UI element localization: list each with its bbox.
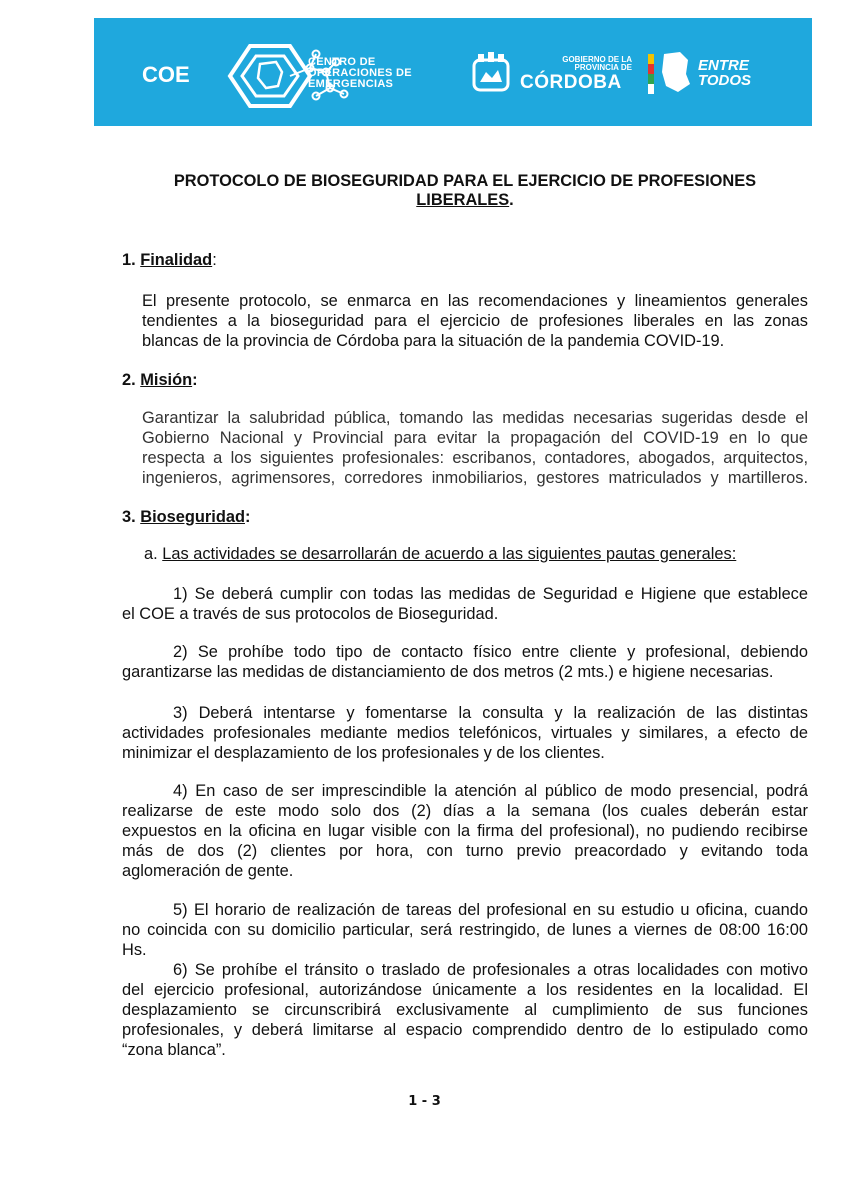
section-1-paragraph xyxy=(142,291,808,351)
paragraph-line: realizarse de este modo solo dos (2) días a la semana (los cuales deberán estar xyxy=(122,802,808,820)
paragraph-line: actividades profesionales mediante medios telefónicos, virtuales y similares, a efecto de xyxy=(122,724,808,742)
paragraph-line: 2) Se prohíbe todo tipo de contacto físico entre cliente y profesional, debiendo xyxy=(173,643,808,661)
section-number: 3. xyxy=(122,508,136,526)
paragraph-line: Hs. xyxy=(122,941,147,959)
paragraph-line: Gobierno Nacional y Provincial para evitar la propagación del COVID-19 en lo que xyxy=(142,429,808,447)
item-6 xyxy=(122,960,808,1060)
subsection-prefix: a. xyxy=(144,545,158,563)
section-colon: : xyxy=(192,371,198,389)
paragraph-line: no coincida con su domicilio particular, será restringido, de lunes a viernes de 08:00 16:00 xyxy=(122,921,808,939)
paragraph-line: 6) Se prohíbe el tránsito o traslado de profesionales a otras localidades con motivo xyxy=(173,961,808,979)
section-2-heading xyxy=(122,371,198,390)
title-underlined-word: LIBERALES xyxy=(416,191,510,209)
province-map-icon xyxy=(658,50,692,94)
stripe-icon xyxy=(648,54,654,94)
coe-name-line: OPERACIONES DE xyxy=(308,67,412,79)
paragraph-line: tendientes a la bioseguridad para el ejercicio de profesiones liberales en las zonas xyxy=(142,312,808,330)
paragraph-line: garantizarse las medidas de distanciamiento de dos metros (2 mts.) e higiene necesarias. xyxy=(122,663,774,681)
item-5 xyxy=(122,900,808,960)
paragraph-line: más de dos (2) clientes por hora, con turno previo preacordado y evitando toda xyxy=(122,842,808,860)
section-title: Misión xyxy=(140,371,193,389)
coe-logo-text: COE xyxy=(142,62,190,87)
section-number: 2. xyxy=(122,371,136,389)
subsection-a xyxy=(144,544,736,564)
entre-line: TODOS xyxy=(698,72,752,89)
gobierno-cordoba-logo xyxy=(468,50,798,100)
paragraph-line: blancas de la provincia de Córdoba para la situación de la pandemia COVID-19. xyxy=(142,332,725,350)
paragraph-line: el COE a través de sus protocolos de Bioseguridad. xyxy=(122,605,499,623)
paragraph-line: minimizar el desplazamiento de los profesionales y de los clientes. xyxy=(122,744,605,762)
title-period: . xyxy=(509,191,514,209)
item-2 xyxy=(122,642,808,682)
title-line-1: PROTOCOLO DE BIOSEGURIDAD PARA EL EJERCICIO DE PROFESIONES xyxy=(173,172,757,190)
gobierno-small-text xyxy=(522,56,632,72)
item-1 xyxy=(122,584,808,624)
section-title: Bioseguridad xyxy=(140,508,245,526)
entre-todos-logo xyxy=(698,58,751,88)
provincial-shield-icon xyxy=(468,52,514,96)
paragraph-line: profesionales, y deberá limitarse al espacio comprendido dentro de lo estipulado como xyxy=(122,1021,808,1039)
paragraph-line: Garantizar la salubridad pública, tomando las medidas necesarias sugeridas desde el xyxy=(142,409,808,427)
coe-name-line: CENTRO DE xyxy=(308,56,376,68)
section-2-paragraph xyxy=(142,408,808,488)
coe-name xyxy=(308,57,412,90)
paragraph-line: respecta a los siguientes profesionales: escribanos, contadores, abogados, arquitectos, xyxy=(142,449,808,467)
section-3-heading xyxy=(122,508,250,527)
paragraph-line: 5) El horario de realización de tareas del profesional en su estudio u oficina, cuando xyxy=(173,901,808,919)
document-title xyxy=(120,172,810,210)
coe-name-line: EMERGENCIAS xyxy=(308,78,394,90)
paragraph-line: 1) Se deberá cumplir con todas las medidas de Seguridad e Higiene que establece xyxy=(173,585,808,603)
page-number: 1 - 3 xyxy=(408,1094,441,1109)
item-3 xyxy=(122,703,808,763)
gobierno-line: GOBIERNO DE LA xyxy=(562,55,632,64)
paragraph-line: del ejercicio profesional, autorizándose únicamente a los residentes en la localidad. El xyxy=(122,981,808,999)
paragraph-line: 4) En caso de ser imprescindible la atención al público de modo presencial, podrá xyxy=(173,782,808,800)
cordoba-name: CÓRDOBA xyxy=(520,72,622,93)
section-colon: : xyxy=(244,508,251,526)
paragraph-line: El presente protocolo, se enmarca en las recomendaciones y lineamientos generales xyxy=(142,292,808,310)
section-1-heading xyxy=(122,251,217,270)
gobierno-line: PROVINCIA DE xyxy=(574,63,632,72)
section-title: Finalidad xyxy=(140,251,213,269)
section-colon: : xyxy=(212,251,217,269)
paragraph-line: 3) Deberá intentarse y fomentarse la consulta y la realización de las distintas xyxy=(173,704,808,722)
header-banner xyxy=(94,18,812,126)
item-4 xyxy=(122,781,808,881)
paragraph-line: expuestos en la oficina en lugar visible con la firma del profesional), no pudiendo recibirse xyxy=(122,822,808,840)
section-number: 1. xyxy=(122,251,136,269)
title-line-2 xyxy=(120,191,810,210)
paragraph-line: aglomeración de gente. xyxy=(122,862,294,880)
paragraph-line: “zona blanca”. xyxy=(122,1041,226,1059)
subsection-text: Las actividades se desarrollarán de acuerdo a las siguientes pautas generales: xyxy=(162,545,737,563)
paragraph-line: ingenieros, agrimensores, corredores inmobiliarios, gestores matriculados y martilleros. xyxy=(142,469,808,487)
paragraph-line: desplazamiento se circunscribirá exclusivamente al cumplimiento de sus funciones xyxy=(122,1001,808,1019)
entre-line: ENTRE xyxy=(698,57,749,74)
